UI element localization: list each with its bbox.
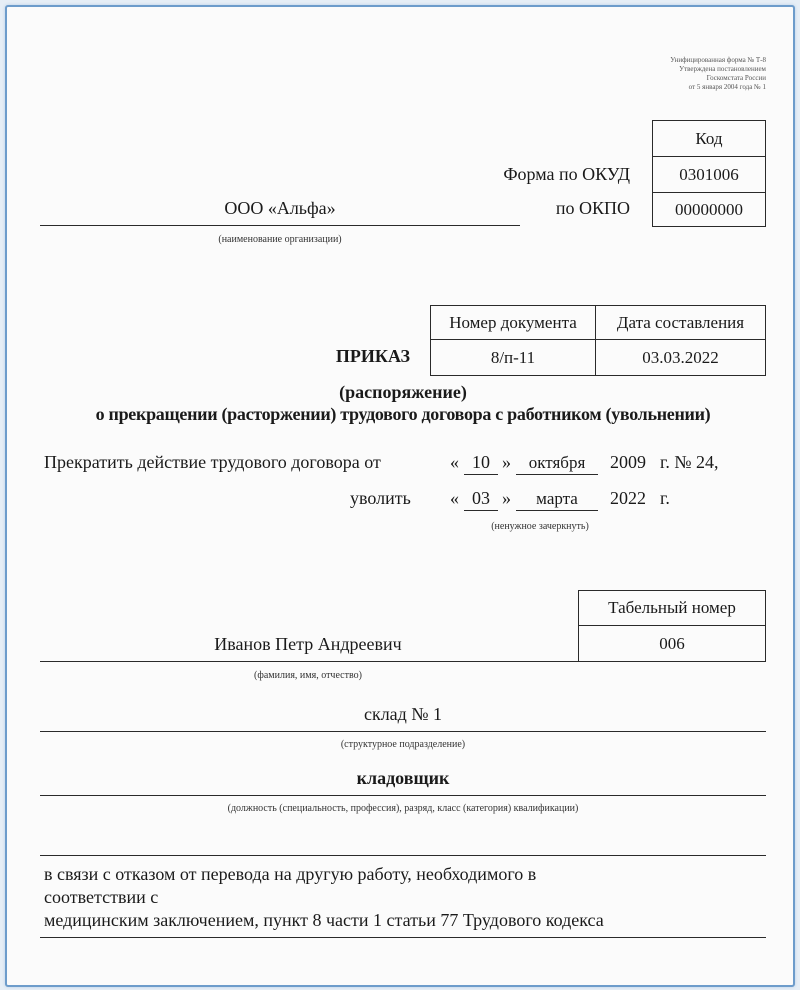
reason-line-3: медицинским заключением, пункт 8 части 1 статьи 77 Трудового кодекса [44, 910, 604, 930]
department-caption: (структурное подразделение) [340, 739, 466, 750]
dismiss-year-suffix: г. [660, 488, 670, 508]
dismiss-month: марта [536, 489, 578, 508]
okud-label: Форма по ОКУД [503, 164, 630, 184]
tab-number-table [578, 590, 766, 662]
doc-date-header: Дата составления [596, 306, 766, 340]
tab-number-header: Табельный номер [579, 591, 766, 626]
employee-name-underline [40, 661, 578, 662]
terminate-contract-label: Прекратить действие трудового договора от [44, 452, 381, 472]
form-approval-note [560, 56, 766, 92]
header-note-line: Госкомстата России [706, 74, 766, 82]
reason-bottom-line [40, 937, 766, 938]
order-title: ПРИКАЗ [335, 346, 410, 366]
contract-day-underline [464, 474, 498, 475]
organization-underline [40, 225, 520, 226]
order-subtitle: (распоряжение) [339, 382, 467, 402]
okpo-label: по ОКПО [555, 198, 630, 218]
contract-year: 2009 [610, 452, 646, 472]
order-description: о прекращении (расторжении) трудового договора с работником (увольнении) [95, 404, 711, 424]
okud-value: 0301006 [653, 157, 766, 193]
dismiss-label: уволить [350, 488, 411, 508]
dismiss-day-underline [464, 510, 498, 511]
doc-number-value: 8/п-11 [431, 340, 596, 376]
header-note-line: от 5 января 2004 года № 1 [688, 83, 766, 91]
contract-number: г. № 24, [660, 452, 719, 472]
employee-name-caption: (фамилия, имя, отчество) [254, 670, 362, 681]
organization-caption: (наименование организации) [218, 234, 342, 245]
contract-month: октября [528, 453, 586, 472]
contract-day: 10 [472, 452, 490, 472]
reason-line-2: соответствии с [44, 887, 159, 907]
dismiss-month-underline [516, 510, 598, 511]
department-underline [40, 731, 766, 732]
reason-top-line [40, 855, 766, 856]
position-name: кладовщик [356, 768, 450, 788]
okpo-value: 00000000 [653, 193, 766, 227]
doc-number-header: Номер документа [431, 306, 596, 340]
dismiss-year: 2022 [610, 488, 646, 508]
organization-name: ООО «Альфа» [224, 198, 336, 218]
employee-name: Иванов Петр Андреевич [214, 634, 402, 654]
position-underline [40, 795, 766, 796]
close-quote: » [502, 452, 511, 472]
open-quote: « [450, 488, 459, 508]
kod-header: Код [653, 121, 766, 157]
doc-date-value: 03.03.2022 [596, 340, 766, 376]
header-note-line: Унифицированная форма № Т-8 [670, 56, 766, 64]
strikeout-caption: (ненужное зачеркнуть) [491, 521, 589, 532]
contract-month-underline [516, 474, 598, 475]
codes-table [652, 120, 766, 227]
position-caption: (должность (специальность, профессия), разряд, класс (категория) квалификации) [227, 803, 579, 814]
dismiss-day: 03 [472, 488, 490, 508]
open-quote: « [450, 452, 459, 472]
document-table [430, 305, 766, 376]
tab-number-value: 006 [579, 626, 766, 662]
header-note-line: Утверждена постановлением [679, 65, 766, 73]
department-name: склад № 1 [363, 704, 443, 724]
close-quote: » [502, 488, 511, 508]
reason-line-1: в связи с отказом от перевода на другую работу, необходимого в [44, 864, 537, 884]
